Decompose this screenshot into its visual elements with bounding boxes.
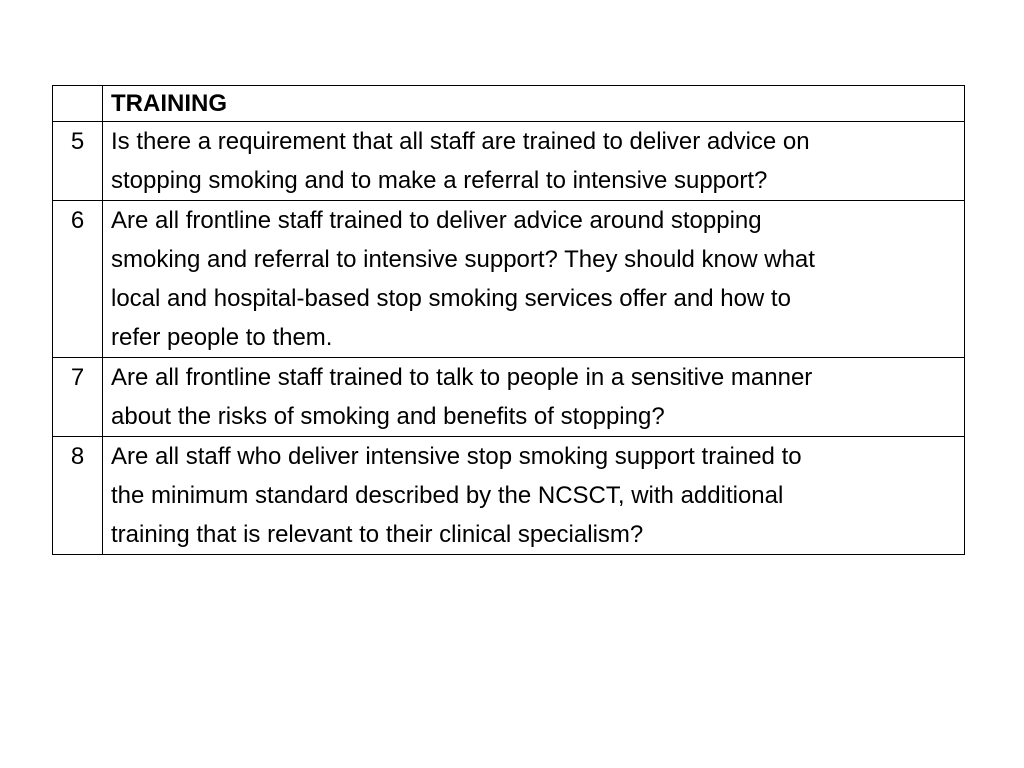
table-row: [53, 358, 965, 437]
table-row: [53, 437, 965, 555]
question-line: Is there a requirement that all staff are trained to deliver advice on: [111, 128, 810, 155]
question-line: refer people to them.: [111, 324, 333, 351]
table-row: [53, 122, 965, 201]
question-text: [103, 122, 965, 201]
question-line: training that is relevant to their clinical specialism?: [111, 521, 644, 548]
question-line: about the risks of smoking and benefits of stopping?: [111, 403, 665, 430]
table-header-row: [53, 86, 965, 122]
question-text: [103, 201, 965, 358]
question-line: stopping smoking and to make a referral to intensive support?: [111, 167, 768, 194]
question-number: 6: [53, 201, 103, 358]
question-line: the minimum standard described by the NCSCT, with additional: [111, 482, 784, 509]
question-line: local and hospital-based stop smoking services offer and how to: [111, 285, 791, 312]
table-row: [53, 201, 965, 358]
question-number: 8: [53, 437, 103, 555]
question-line: Are all frontline staff trained to talk to people in a sensitive manner: [111, 364, 813, 391]
question-line: Are all frontline staff trained to deliver advice around stopping: [111, 207, 762, 234]
question-number: 7: [53, 358, 103, 437]
question-text: [103, 437, 965, 555]
question-line: Are all staff who deliver intensive stop smoking support trained to: [111, 443, 802, 470]
training-checklist-table: [52, 85, 965, 555]
question-number: 5: [53, 122, 103, 201]
section-title: TRAINING: [103, 86, 965, 122]
question-line: smoking and referral to intensive support? They should know what: [111, 246, 815, 273]
header-number-cell: [53, 86, 103, 122]
question-text: [103, 358, 965, 437]
